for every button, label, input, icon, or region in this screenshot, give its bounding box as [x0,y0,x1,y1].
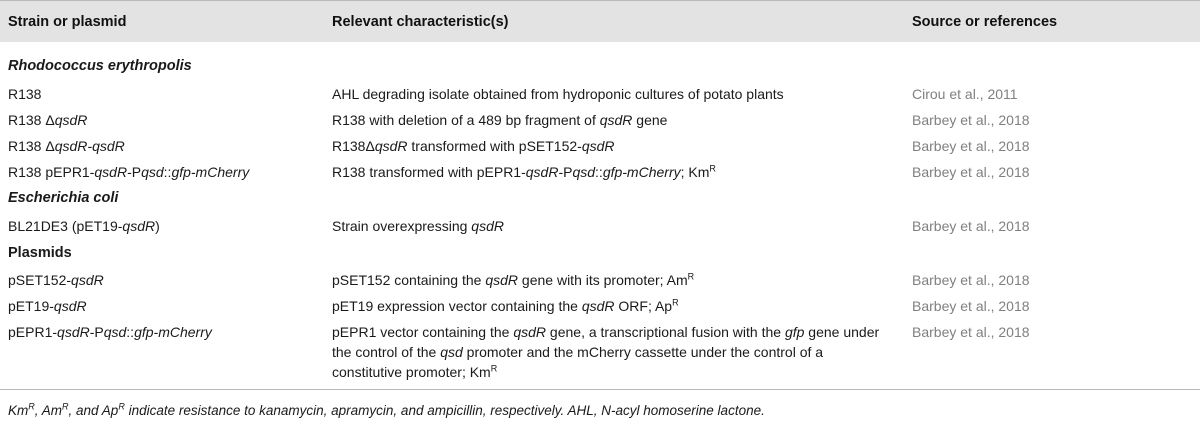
source: Barbey et al., 2018 [912,218,1030,234]
strain-name: pEPR1-qsdR-Pqsd::gfp-mCherry [8,324,212,340]
strain-name: R138 ΔqsdR [8,112,88,128]
section-label: Plasmids [8,245,72,261]
strain-name: BL21DE3 (pET19-qsdR) [8,218,160,234]
source: Barbey et al., 2018 [912,164,1030,180]
characteristic: pEPR1 vector containing the qsdR gene, a transcriptional fusion with the gfp gene under the control of the qsd promoter and the mCherry cassette under the control of a constitutive promoter; $Km^R$ [332,324,880,380]
header-strain: Strain or plasmid [8,14,127,30]
table-footnote: $Km^R$, $Am^R$, and $Ap^R$ indicate resistance to kanamycin, apramycin, and ampicillin, respectively. AHL, N-acyl homoserine lactone. [8,401,765,418]
characteristic: pSET152 containing the qsdR gene with its promoter; $Am^R$ [332,271,695,288]
source: Barbey et al., 2018 [912,272,1030,288]
source: Barbey et al., 2018 [912,324,1030,340]
strain-name: pET19-qsdR [8,298,87,314]
source: Barbey et al., 2018 [912,138,1030,154]
characteristic: R138 transformed with pEPR1-qsdR-Pqsd::gfp-mCherry; $Km^R$ [332,163,716,180]
characteristic: R138ΔqsdR transformed with pSET152-qsdR [332,138,615,154]
table-bottom-rule [0,389,1200,390]
source: Cirou et al., 2011 [912,86,1018,102]
strain-name: R138 [8,86,42,102]
characteristic: R138 with deletion of a 489 bp fragment of qsdR gene [332,112,668,128]
strain-name: R138 pEPR1-qsdR-Pqsd::gfp-mCherry [8,164,250,180]
characteristic: Strain overexpressing qsdR [332,218,504,234]
source: Barbey et al., 2018 [912,112,1030,128]
characteristic: pET19 expression vector containing the qsdR ORF; $Ap^R$ [332,297,679,314]
source: Barbey et al., 2018 [912,298,1030,314]
characteristic: AHL degrading isolate obtained from hydroponic cultures of potato plants [332,86,784,102]
section-label: Escherichia coli [8,190,119,206]
table-header [0,0,1200,42]
header-characteristics: Relevant characteristic(s) [332,14,509,30]
strain-name: R138 ΔqsdR-qsdR [8,138,125,154]
strain-name: pSET152-qsdR [8,272,104,288]
section-label: Rhodococcus erythropolis [8,58,192,74]
header-source: Source or references [912,14,1058,30]
